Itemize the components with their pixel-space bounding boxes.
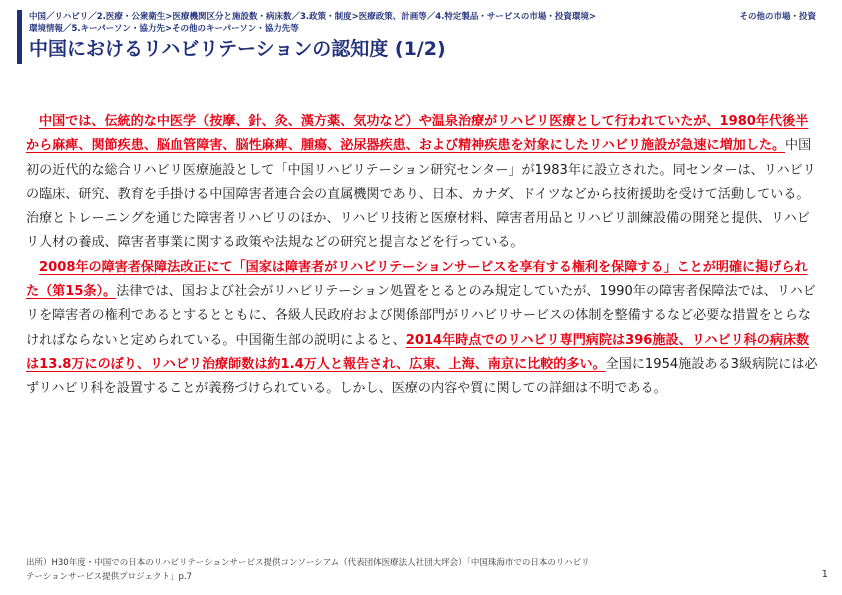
breadcrumb-line-2: 環境情報／5.キーパーソン・協力先>その他のキーパーソン・協力先等 — [29, 24, 299, 34]
body-sentence: 中国初の近代的な総合リハビリ医療施設として「中国リハビリテーション研究センター」が1983年に設立された。同センターは、リハビリの臨床、研究、教育を手掛ける中国障害者連合会の直属機関であり、日本、カナダ、ドイツなどから技術援助を受けて活動している。治療とトレーニングを通じた障害者リハビリのほか、リハビリ技術と医療材料、障害者用品とリハビリ訓練設備の開発と提供、リハビリ人材の養成、障害者事業に関する政策や法規などの研究と提言などを行っている。 — [26, 138, 816, 251]
source-line-1: 出所）H30年度・中国での日本のリハビリテーションサービス提供コンソーシアム（代表団体医療法人社団大坪会）「中国珠海市での日本のリハビリ — [26, 558, 590, 568]
source-line-2: テーションサービス提供プロジェクト」p.7 — [26, 572, 192, 582]
category-label: その他の市場・投資 — [739, 12, 816, 22]
page-title: 中国におけるリハビリテーションの認知度 (1/2) — [29, 38, 446, 60]
highlight-text: 2014年時点でのリハビリ専門病院は396施設、リハビリ科の病床数は13.8万にのぼり、リハビリ治療師数は約1.4万人と報告され、広東、上海、南京に比較的多い。 — [26, 332, 810, 372]
breadcrumb-line-1: 中国／リハビリ／2.医療・公衆衛生>医療機関区分と施設数・病床数／3.政策・制度>医療政策、計画等／4.特定製品・サービスの市場・投資環境> — [29, 12, 597, 22]
body-sentence: 全国に1954施設ある3級病院には必ずリハビリ科を設置することが義務づけられている。しかし、医療の内容や質に関しての詳細は不明である。 — [26, 356, 818, 397]
highlight-text: 2008年の障害者保障法改正にて「国家は障害者がリハビリテーションサービスを享有する権利を保障する」ことが明確に掲げられた（第15条）。 — [26, 259, 808, 300]
source-note — [26, 556, 766, 584]
body-sentence: 法律では、国および社会がリハビリテーション処置をとるとのみ規定していたが、1990年の障害者保障法では、リハビリを障害者の権利であるとするとともに、各級人民政府および関係部門がリハビリサービスの体制を整備するなど必要な措置をとらなければならないと定められている。中国衛生部の説明によると、 — [26, 284, 816, 348]
highlight-text: 中国では、伝統的な中医学（按摩、針、灸、漢方薬、気功など）や温泉治療がリハビリ医療として行われていたが、1980年代後半から麻痺、関節疾患、脳血管障害、脳性麻痺、腫瘍、泌尿器疾患、および精神疾患を対象にしたリハビリ施設が急速に増加した。 — [26, 114, 809, 154]
breadcrumb — [29, 11, 709, 35]
page-number: 1 — [821, 569, 828, 580]
title-accent-bar — [17, 10, 22, 64]
body-text — [26, 110, 818, 402]
paragraph-1 — [26, 110, 818, 256]
paragraph-2 — [26, 256, 818, 402]
